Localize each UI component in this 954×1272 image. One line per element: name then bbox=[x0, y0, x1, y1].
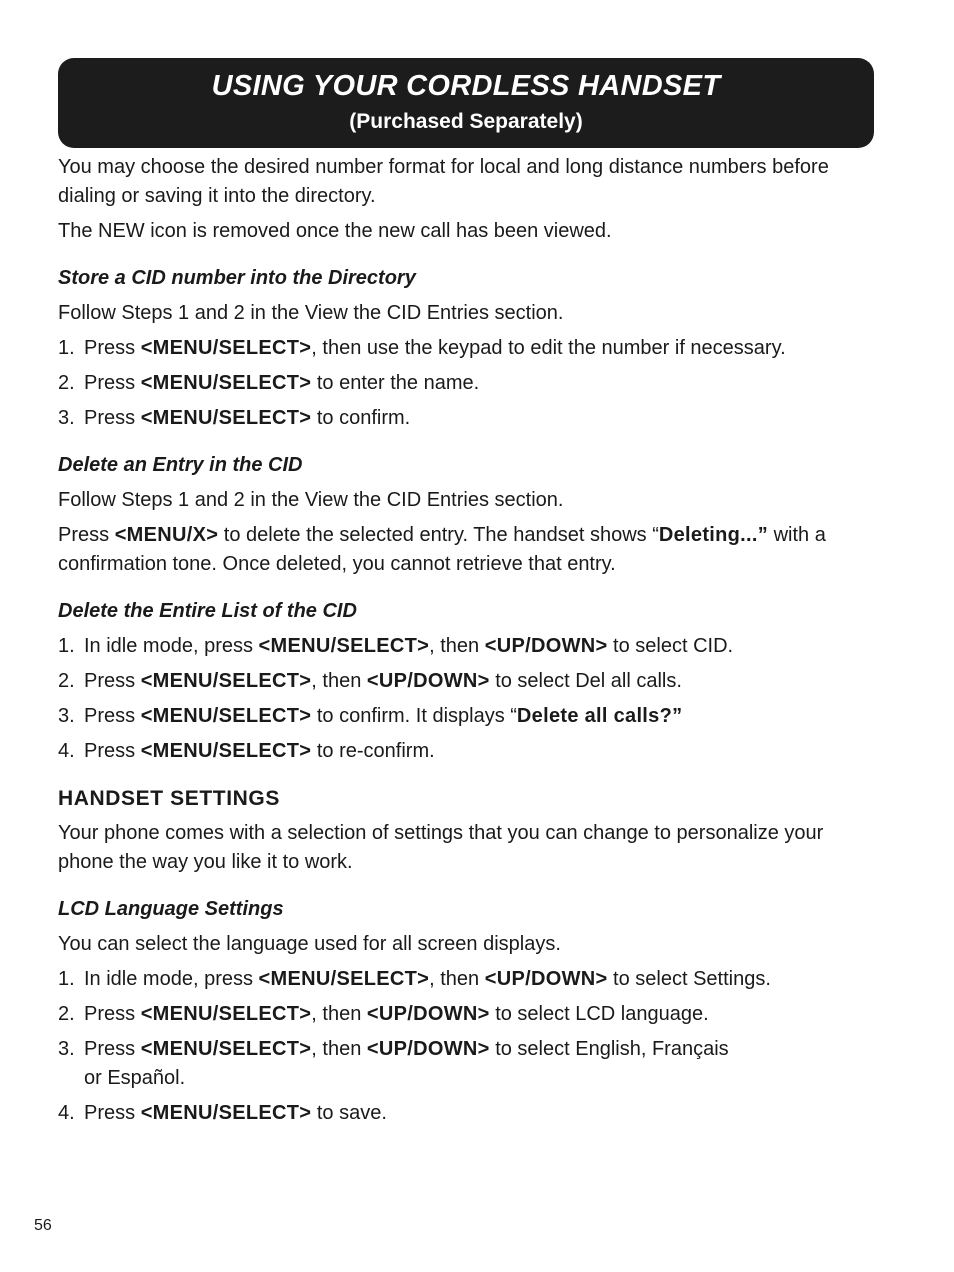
step-text: to confirm. bbox=[311, 407, 411, 429]
step-text: to enter the name. bbox=[311, 372, 480, 394]
step-text: to confirm. It displays “ bbox=[311, 705, 517, 727]
list-item bbox=[58, 404, 868, 433]
store-cid-intro: Follow Steps 1 and 2 in the View the CID Entries section. bbox=[58, 302, 564, 324]
bold-key-text: Delete all calls?” bbox=[516, 705, 683, 727]
step-text: Press bbox=[84, 670, 141, 692]
step-text: , then use the keypad to edit the number if necessary. bbox=[311, 337, 786, 359]
bold-key-text: <UP/DOWN> bbox=[366, 670, 490, 692]
step-text: with a confirmation tone. Once deleted, you cannot retrieve that entry. bbox=[58, 524, 826, 575]
step-text: Press bbox=[84, 1102, 141, 1124]
step-text: to select CID. bbox=[607, 635, 734, 657]
bold-key-text: <MENU/SELECT> bbox=[140, 705, 312, 727]
banner-subtitle: (Purchased Separately) bbox=[349, 110, 583, 133]
store-cid-steps bbox=[58, 334, 868, 433]
intro-paragraph: You may choose the desired number format for local and long distance numbers before dialing or saving it into the directory. bbox=[58, 156, 829, 207]
step-number: 3. bbox=[58, 705, 75, 727]
step-number: 4. bbox=[58, 740, 75, 762]
subheading-store-cid: Store a CID number into the Directory bbox=[58, 267, 416, 289]
step-text: Press bbox=[84, 1003, 141, 1025]
bold-key-text: Deleting...” bbox=[658, 524, 769, 546]
bold-key-text: <MENU/SELECT> bbox=[258, 635, 430, 657]
step-number: 3. bbox=[58, 1038, 75, 1060]
step-text: Press bbox=[84, 740, 141, 762]
list-item bbox=[58, 632, 868, 661]
step-text: or Español. bbox=[84, 1067, 186, 1089]
handset-settings-intro: Your phone comes with a selection of settings that you can change to personalize your phone the way you like it to work. bbox=[58, 822, 824, 873]
list-item bbox=[58, 965, 868, 994]
step-text: , then bbox=[311, 670, 367, 692]
subheading-delete-entry: Delete an Entry in the CID bbox=[58, 454, 303, 476]
step-text: In idle mode, press bbox=[84, 968, 259, 990]
intro-paragraph: The NEW icon is removed once the new call has been viewed. bbox=[58, 220, 612, 242]
step-body bbox=[84, 667, 868, 696]
list-item bbox=[58, 737, 868, 766]
step-text: to re-confirm. bbox=[311, 740, 435, 762]
list-item bbox=[58, 334, 868, 363]
step-text: , then bbox=[311, 1003, 367, 1025]
bold-key-text: <UP/DOWN> bbox=[484, 635, 608, 657]
step-number: 2. bbox=[58, 670, 75, 692]
step-text: , then bbox=[429, 635, 485, 657]
step-text: Press bbox=[84, 1038, 141, 1060]
step-number: 2. bbox=[58, 1003, 75, 1025]
list-item bbox=[58, 1000, 868, 1029]
lcd-language-steps bbox=[58, 965, 868, 1128]
step-text: to select Settings. bbox=[607, 968, 771, 990]
bold-key-text: <MENU/SELECT> bbox=[258, 968, 430, 990]
delete-entry-intro: Follow Steps 1 and 2 in the View the CID Entries section. bbox=[58, 489, 564, 511]
step-body bbox=[84, 334, 868, 363]
list-item bbox=[58, 369, 868, 398]
bold-key-text: <UP/DOWN> bbox=[366, 1038, 490, 1060]
page-content bbox=[58, 153, 868, 1128]
step-body bbox=[84, 1099, 868, 1128]
step-body bbox=[84, 404, 868, 433]
bold-key-text: <MENU/SELECT> bbox=[140, 670, 312, 692]
bold-key-text: <MENU/SELECT> bbox=[140, 1102, 312, 1124]
bold-key-text: <MENU/SELECT> bbox=[140, 1003, 312, 1025]
bold-key-text: <UP/DOWN> bbox=[484, 968, 608, 990]
list-item bbox=[58, 1035, 868, 1093]
step-number: 3. bbox=[58, 407, 75, 429]
step-text: to select English, Français bbox=[489, 1038, 729, 1060]
list-item bbox=[58, 667, 868, 696]
banner-title: USING YOUR CORDLESS HANDSET bbox=[211, 70, 721, 102]
step-text: Press bbox=[84, 337, 141, 359]
bold-key-text: <MENU/SELECT> bbox=[140, 740, 312, 762]
bold-key-text: <MENU/SELECT> bbox=[140, 1038, 312, 1060]
step-body bbox=[84, 702, 868, 731]
step-number: 1. bbox=[58, 337, 75, 359]
step-body bbox=[84, 965, 868, 994]
step-text: to select LCD language. bbox=[489, 1003, 709, 1025]
bold-key-text: <UP/DOWN> bbox=[366, 1003, 490, 1025]
section-heading-handset-settings: HANDSET SETTINGS bbox=[58, 787, 280, 810]
step-text: Press bbox=[84, 407, 141, 429]
step-number: 1. bbox=[58, 635, 75, 657]
list-item bbox=[58, 702, 868, 731]
step-text: to save. bbox=[311, 1102, 387, 1124]
step-text: to delete the selected entry. The handset shows “ bbox=[218, 524, 659, 546]
page-number: 56 bbox=[34, 1217, 52, 1234]
step-number: 2. bbox=[58, 372, 75, 394]
bold-key-text: <MENU/X> bbox=[114, 524, 219, 546]
step-text: In idle mode, press bbox=[84, 635, 259, 657]
step-text: to select Del all calls. bbox=[489, 670, 682, 692]
delete-list-steps bbox=[58, 632, 868, 766]
bold-key-text: <MENU/SELECT> bbox=[140, 337, 312, 359]
subheading-delete-list: Delete the Entire List of the CID bbox=[58, 600, 357, 622]
step-text: Press bbox=[84, 372, 141, 394]
delete-entry-body bbox=[58, 521, 868, 579]
step-text: , then bbox=[429, 968, 485, 990]
step-number: 1. bbox=[58, 968, 75, 990]
bold-key-text: <MENU/SELECT> bbox=[140, 372, 312, 394]
step-text: , then bbox=[311, 1038, 367, 1060]
step-number: 4. bbox=[58, 1102, 75, 1124]
step-body bbox=[84, 369, 868, 398]
bold-key-text: <MENU/SELECT> bbox=[140, 407, 312, 429]
step-body bbox=[84, 632, 868, 661]
step-text: Press bbox=[84, 705, 141, 727]
list-item bbox=[58, 1099, 868, 1128]
step-body bbox=[84, 1035, 868, 1093]
section-banner bbox=[58, 58, 874, 148]
step-body bbox=[84, 737, 868, 766]
lcd-language-intro: You can select the language used for all screen displays. bbox=[58, 933, 561, 955]
step-body bbox=[84, 1000, 868, 1029]
subheading-lcd-language: LCD Language Settings bbox=[58, 898, 284, 920]
step-text: Press bbox=[58, 524, 115, 546]
